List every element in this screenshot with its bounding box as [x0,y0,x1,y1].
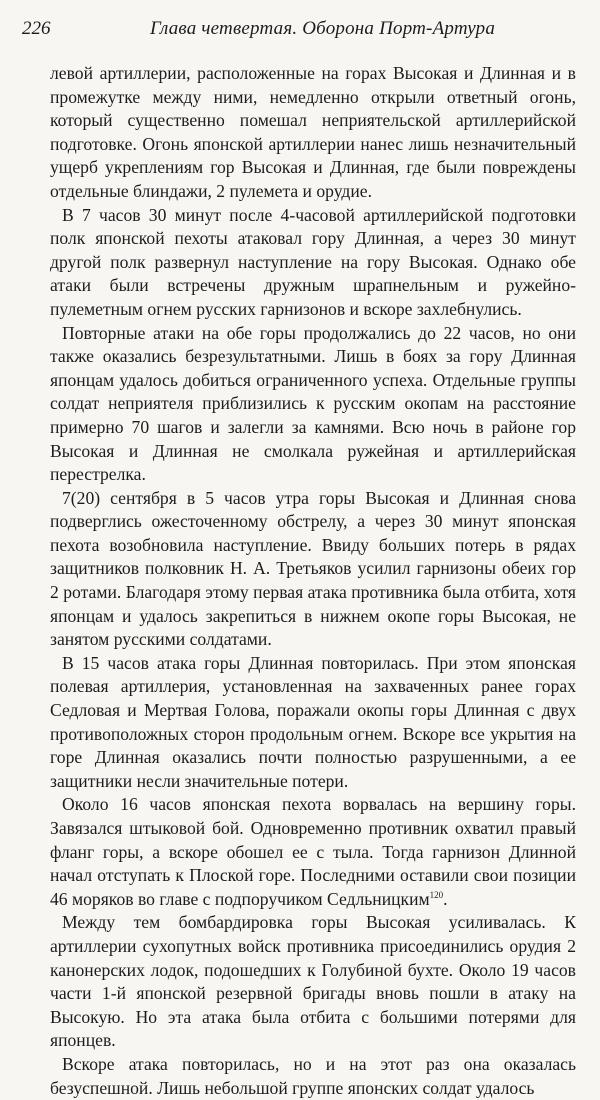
footnote-marker: 120 [429,889,444,900]
paragraph: В 7 часов 30 минут после 4-часовой артиллерийской подготовки полк японской пехоты атаковал гору Длинная, а через 30 минут другой полк развернул наступление на гору Высокая. Однако обе атаки были встречены дружным шрапнельным и ружейно-пулеметным огнем русских гарнизонов и вскоре захлебнулись. [50,204,576,319]
body-text [50,62,576,1100]
paragraph-with-footnote: Около 16 часов японская пехота ворвалась на вершину горы. Завязался штыковой бой. Одновременно противник охватил правый фланг горы, а вскоре обошел ее с тыла. Тогда гарнизон Длинной начал отступать к Плоской горе. Последними оставили свои позиции 46 моряков во главе с подпоручиком Седльницким$^{120}$. [50,794,576,909]
paragraph: 7(20) сентября в 5 часов утра горы Высокая и Длинная снова подверглись ожесточенному обстрелу, а через 30 минут японская пехота возобновила наступление. Ввиду больших потерь в рядах защитников полковник Н. А. Третьяков усилил гарнизоны обеих гор 2 ротами. Благодаря этому первая атака противника была отбита, хотя японцам и удалось закрепиться в нижнем окопе горы Высокая, не занятом русскими солдатами. [50,487,576,650]
running-title: Глава четвертая. Оборона Порт-Артура [150,18,496,39]
paragraph: Повторные атаки на обе горы продолжались до 22 часов, но они также оказались безрезультатными. Лишь в боях за гору Длинная японцам удалось добиться ограниченного успеха. Отдельные группы солдат неприятеля приблизились к русским окопам на расстояние примерно 70 шагов и залегли за камнями. Всю ночь в районе гор Высокая и Длинная не смолкала ружейная и артиллерийская перестрелка. [50,322,576,485]
running-header [22,18,574,42]
paragraph: В 15 часов атака горы Длинная повторилась. При этом японская полевая артиллерия, установленная на захваченных ранее горах Седловая и Мертвая Голова, поражали окопы горы Длинная с двух противоположных сторон продольным огнем. Вскоре все укрытия на горе Длинная оказались почти полностью разрушенными, а ее защитники несли значительные потери. [50,652,576,791]
paragraph: Вскоре атака повторилась, но и на этот раз она оказалась безуспешной. Лишь небольшой группе японских солдат удалось [50,1053,576,1098]
paragraph-text: Около 16 часов японская пехота ворвалась на вершину горы. Завязался штыковой бой. Одновременно противник охватил правый фланг горы, а вскоре обошел ее с тыла. Тогда гарнизон Длинной начал отступать к Плоской горе. Последними оставили свои позиции 46 моряков во главе с подпоручиком Седльницким [50,794,576,909]
page-number: 226 [22,18,51,39]
paragraph: Между тем бомбардировка горы Высокая усиливалась. К артиллерии сухопутных войск противника присоединились орудия 2 канонерских лодок, подошедших к Голубиной бухте. Около 19 часов части 1-й японской резервной бригады вновь пошли в атаку на Высокую. Но эта атака была отбита с большими потерями для японцев. [50,912,576,1051]
paragraph: левой артиллерии, расположенные на горах Высокая и Длинная и в промежутке между ними, немедленно открыли ответный огонь, который существенно помешал неприятельской артиллерийской подготовке. Огонь японской артиллерии нанес лишь незначительный ущерб укреплениям гор Высокая и Длинная, где были повреждены отдельные блиндажи, 2 пулемета и орудие. [50,63,576,201]
